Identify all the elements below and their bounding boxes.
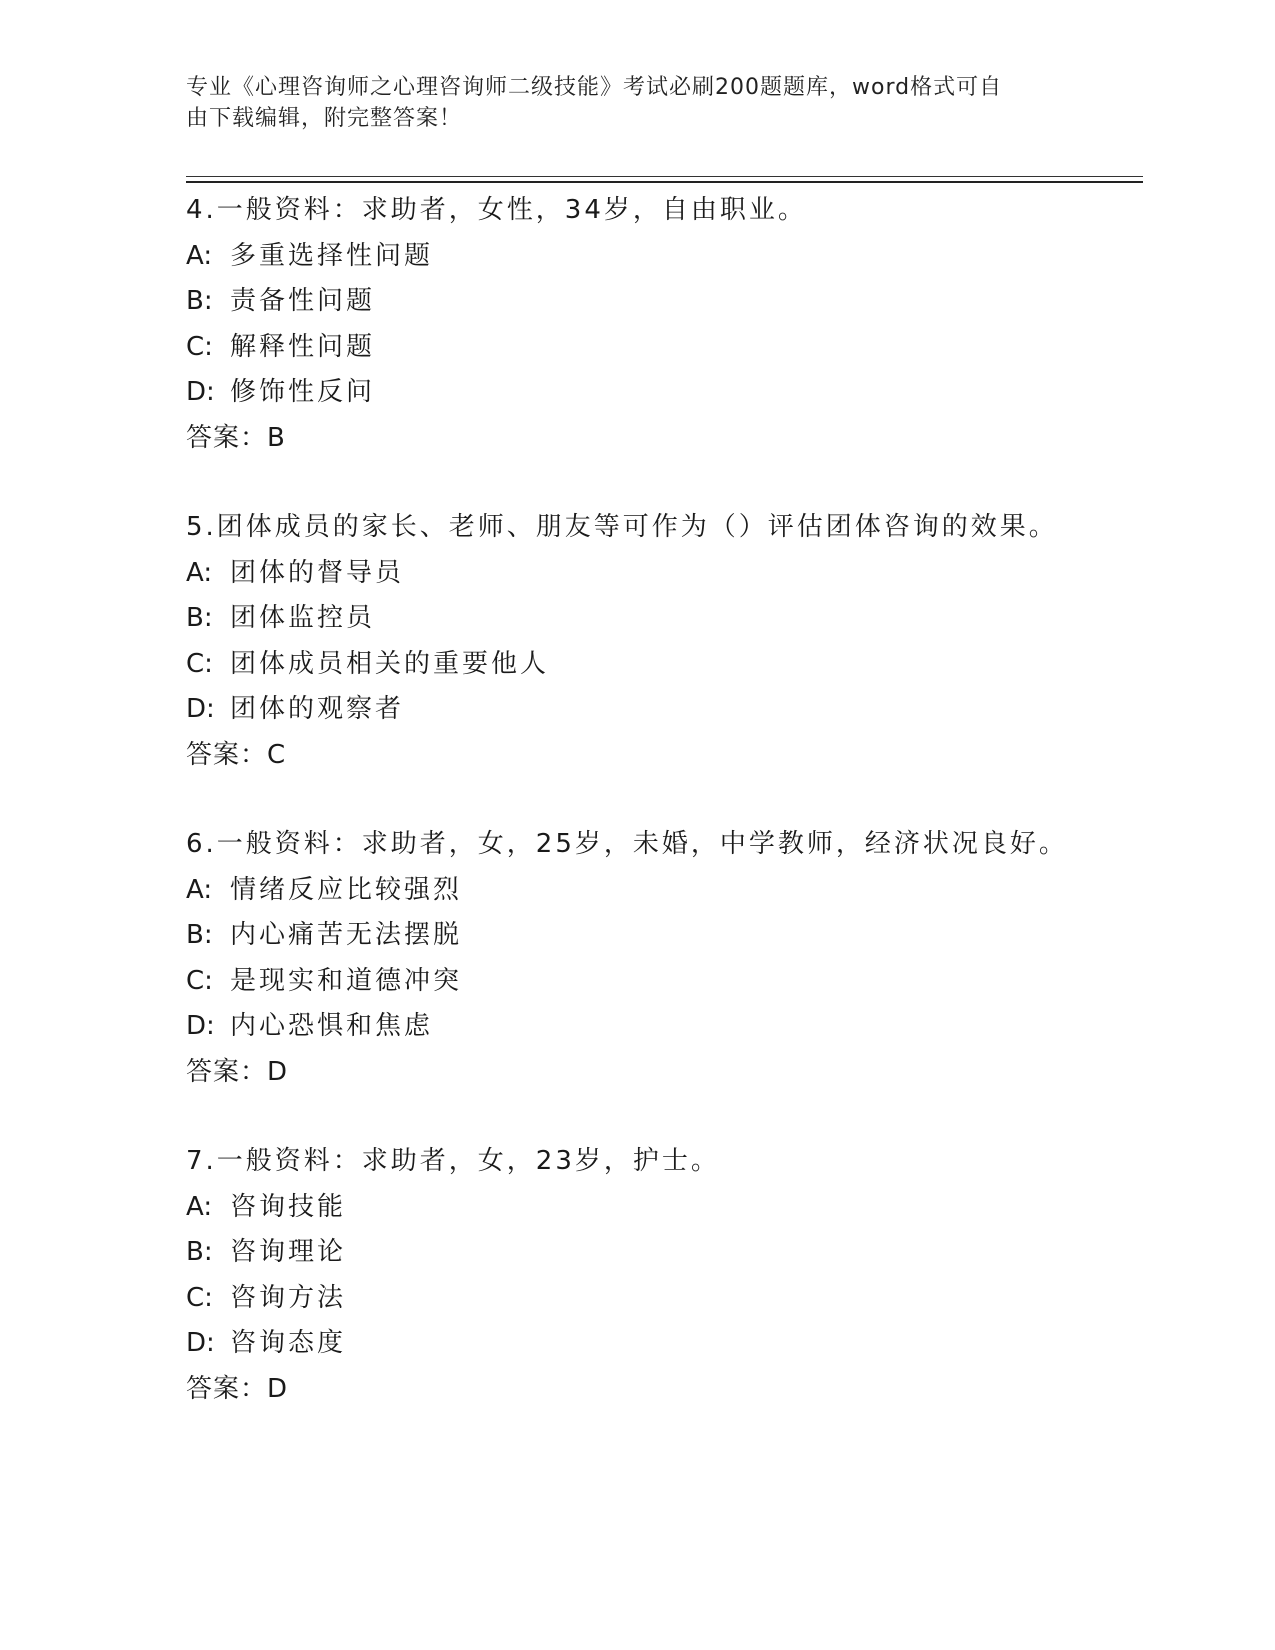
option-a	[186, 1185, 1116, 1231]
option-letter: D:	[186, 694, 215, 724]
option-letter: B:	[186, 603, 213, 633]
option-d	[186, 1321, 1116, 1367]
answer-line: 答案：C	[186, 739, 287, 770]
option-a	[186, 551, 1116, 597]
question-list	[186, 188, 1116, 1412]
question-stem: 4.一般资料：求助者，女性，34岁，自由职业。	[186, 195, 807, 225]
option-letter: A:	[186, 240, 213, 271]
option-b	[186, 279, 1116, 325]
option-letter: B:	[186, 920, 213, 950]
question-stem: 7.一般资料：求助者，女，23岁，护士。	[186, 1146, 720, 1176]
option-d	[186, 687, 1116, 733]
option-text: 咨询态度	[230, 1328, 347, 1358]
option-text: 咨询技能	[230, 1191, 347, 1222]
option-letter: C:	[186, 1282, 213, 1313]
option-text: 团体成员相关的重要他人	[230, 648, 550, 679]
question-item	[186, 188, 1116, 461]
option-d	[186, 1004, 1116, 1050]
question-item	[186, 1139, 1116, 1412]
option-d	[186, 370, 1116, 416]
header-divider-thin	[186, 176, 1143, 177]
header-divider-thick	[186, 181, 1143, 183]
option-c	[186, 1276, 1116, 1322]
option-text: 是现实和道德冲突	[230, 965, 463, 996]
option-text: 内心痛苦无法摆脱	[230, 920, 463, 950]
option-letter: D:	[186, 1011, 215, 1041]
question-item	[186, 505, 1116, 778]
option-text: 解释性问题	[230, 331, 376, 362]
answer-line: 答案：B	[186, 422, 286, 453]
option-letter: C:	[186, 965, 213, 996]
option-text: 情绪反应比较强烈	[230, 874, 463, 905]
header-line-1: 专业《心理咨询师之心理咨询师二级技能》考试必刷200题题库，word格式可自	[186, 75, 1003, 100]
option-letter: D:	[186, 377, 215, 407]
question-spacer	[186, 461, 1116, 505]
option-b	[186, 596, 1116, 642]
option-text: 内心恐惧和焦虑	[230, 1011, 434, 1041]
option-c	[186, 642, 1116, 688]
option-letter: A:	[186, 874, 213, 905]
question-stem: 5.团体成员的家长、老师、朋友等可作为（）评估团体咨询的效果。	[186, 512, 1058, 542]
option-text: 修饰性反问	[230, 377, 376, 407]
option-text: 团体的观察者	[230, 694, 405, 724]
option-b	[186, 913, 1116, 959]
header-line-2: 由下载编辑，附完整答案！	[186, 106, 463, 131]
question-spacer	[186, 778, 1116, 822]
option-letter: B:	[186, 1237, 213, 1267]
option-b	[186, 1230, 1116, 1276]
option-letter: B:	[186, 286, 213, 316]
option-c	[186, 959, 1116, 1005]
option-text: 责备性问题	[230, 286, 376, 316]
option-letter: A:	[186, 1191, 213, 1222]
question-spacer	[186, 1095, 1116, 1139]
option-text: 团体的督导员	[230, 557, 405, 588]
question-stem: 6.一般资料：求助者，女，25岁，未婚，中学教师，经济状况良好。	[186, 829, 1068, 859]
answer-line: 答案：D	[186, 1373, 289, 1404]
option-text: 团体监控员	[230, 603, 376, 633]
option-letter: D:	[186, 1328, 215, 1358]
option-a	[186, 868, 1116, 914]
option-text: 咨询方法	[230, 1282, 347, 1313]
option-a	[186, 234, 1116, 280]
option-letter: A:	[186, 557, 213, 588]
option-c	[186, 325, 1116, 371]
answer-line: 答案：D	[186, 1056, 289, 1087]
question-item	[186, 822, 1116, 1095]
option-letter: C:	[186, 331, 213, 362]
document-header	[186, 72, 1066, 134]
option-letter: C:	[186, 648, 213, 679]
option-text: 多重选择性问题	[230, 240, 434, 271]
option-text: 咨询理论	[230, 1237, 347, 1267]
